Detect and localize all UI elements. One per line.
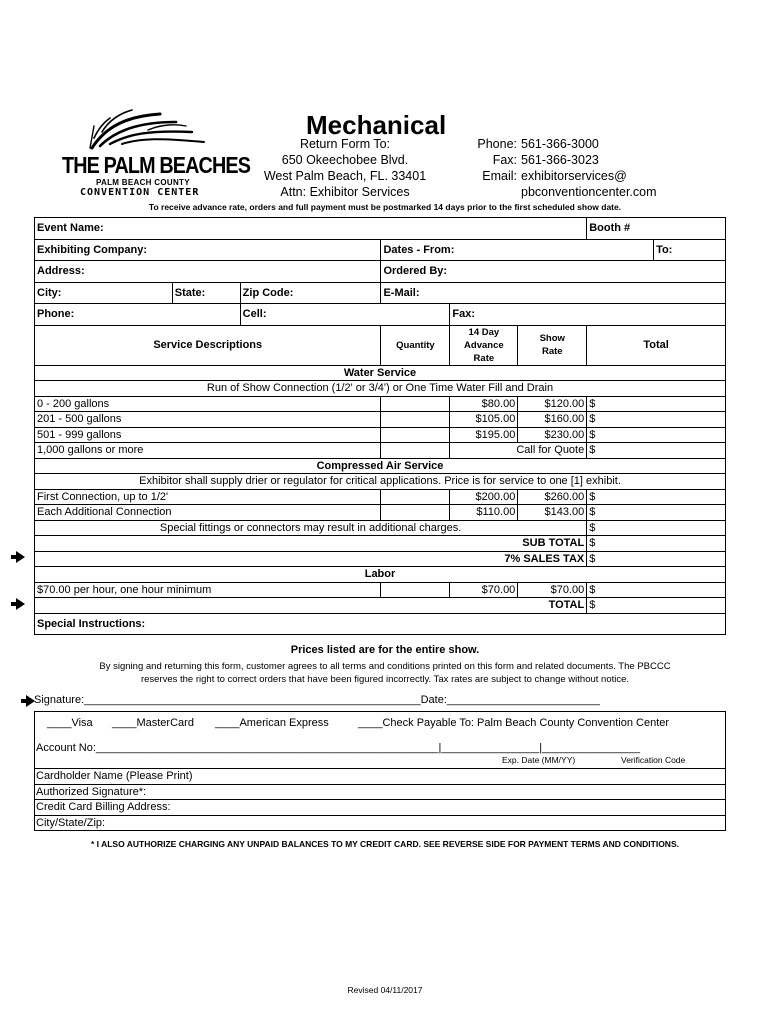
order-form-table	[34, 217, 726, 635]
return-address	[250, 136, 440, 200]
palm-fronds-logo-graphic	[88, 108, 208, 152]
quantity-input[interactable]	[381, 396, 450, 412]
show-rate: $260.00	[518, 489, 587, 505]
service-desc: First Connection, up to 1/2'	[35, 489, 381, 505]
labor-title: Labor	[35, 567, 726, 583]
grand-total-label: TOTAL	[35, 598, 587, 614]
row-total[interactable]: $	[587, 443, 726, 459]
total-header: Total	[587, 325, 726, 365]
advance-rate-line: Rate	[473, 352, 495, 364]
show-rate-header	[518, 325, 587, 365]
dates-to-field[interactable]: To:	[654, 239, 726, 261]
service-desc: 201 - 500 gallons	[35, 412, 381, 428]
show-rate: $143.00	[518, 505, 587, 521]
amex-option[interactable]: ____American Express	[215, 717, 329, 729]
advance-rate: $200.00	[450, 489, 518, 505]
quantity-input[interactable]	[381, 489, 450, 505]
quantity-input[interactable]	[381, 412, 450, 428]
service-desc: 1,000 gallons or more	[35, 443, 381, 459]
row-total[interactable]: $	[587, 489, 726, 505]
event-name-field[interactable]: Event Name:	[35, 218, 587, 240]
convention-center-logo	[58, 108, 251, 200]
check-option[interactable]: ____Check Payable To: Palm Beach County Convention Center	[358, 717, 670, 729]
call-for-quote: Call for Quote	[450, 443, 587, 459]
row-total[interactable]: $	[587, 520, 726, 536]
advance-rate: $195.00	[450, 427, 518, 443]
booth-field[interactable]: Booth #	[587, 218, 726, 240]
address-field[interactable]: Address:	[35, 261, 381, 283]
advance-rate-header	[450, 325, 518, 365]
show-rate: $160.00	[518, 412, 587, 428]
show-rate-line: Show	[539, 333, 565, 344]
phone-label: Phone:	[477, 137, 517, 151]
service-desc: 0 - 200 gallons	[35, 396, 381, 412]
grand-total-value[interactable]: $	[587, 598, 726, 614]
contact-values	[521, 136, 657, 200]
advance-rate-line: Advance	[464, 339, 504, 351]
email-value: exhibitorservices@	[521, 169, 627, 183]
advance-rate-notice: To receive advance rate, orders and full payment must be postmarked 14 days prior to the first scheduled show date.	[148, 202, 622, 212]
quantity-input[interactable]	[381, 505, 450, 521]
cardholder-name-field[interactable]: Cardholder Name (Please Print)	[35, 768, 725, 784]
sales-tax-label: 7% SALES TAX	[35, 551, 587, 567]
row-total[interactable]: $	[587, 427, 726, 443]
advance-rate: $105.00	[450, 412, 518, 428]
air-service-subtitle: Exhibitor shall supply drier or regulator for critical applications. Price is for service to one [1] exhibit.	[35, 474, 726, 490]
authorize-charges-note: * I ALSO AUTHORIZE CHARGING ANY UNPAID BALANCES TO MY CREDIT CARD. SEE REVERSE SIDE FOR PAYMENT TERMS AND CONDITIONS.	[91, 839, 679, 849]
form-title: Mechanical	[306, 110, 447, 140]
fax-value: 561-366-3023	[521, 153, 599, 167]
dates-from-field[interactable]: Dates - From:	[381, 239, 654, 261]
table-row	[35, 427, 726, 443]
exhibiting-company-field[interactable]: Exhibiting Company:	[35, 239, 381, 261]
phone-value: 561-366-3000	[521, 137, 599, 151]
row-total[interactable]: $	[587, 582, 726, 598]
verification-code-label: Verification Code	[621, 755, 686, 765]
city-state-zip-field[interactable]: City/State/Zip:	[35, 815, 725, 831]
table-row	[35, 505, 726, 521]
contact-labels	[440, 136, 517, 184]
cell-field[interactable]: Cell:	[240, 304, 450, 326]
subtotal-value[interactable]: $	[587, 536, 726, 552]
arrow-icon	[16, 598, 25, 610]
special-fittings-note: Special fittings or connectors may result in additional charges.	[35, 520, 587, 536]
billing-address-field[interactable]: Credit Card Billing Address:	[35, 799, 725, 815]
advance-rate: $70.00	[450, 582, 518, 598]
service-descriptions-header: Service Descriptions	[35, 325, 381, 365]
advance-rate: $110.00	[450, 505, 518, 521]
zip-code-field[interactable]: Zip Code:	[240, 282, 381, 304]
ordered-by-field[interactable]: Ordered By:	[381, 261, 726, 283]
row-total[interactable]: $	[587, 396, 726, 412]
terms-line: By signing and returning this form, customer agrees to all terms and conditions printed on this form and related documents. The PBCCC	[99, 661, 671, 672]
advance-rate-line: 14 Day	[468, 326, 500, 338]
special-instructions-field[interactable]: Special Instructions:	[35, 613, 726, 635]
quantity-input[interactable]	[381, 582, 450, 598]
table-row	[35, 396, 726, 412]
email-value-domain: pbconventioncenter.com	[521, 185, 657, 199]
logo-line-1: THE PALM BEACHES	[62, 152, 251, 178]
advance-rate: $80.00	[450, 396, 518, 412]
authorized-signature-field[interactable]: Authorized Signature*:	[35, 784, 725, 800]
quantity-header: Quantity	[381, 325, 450, 365]
prices-note: Prices listed are for the entire show.	[290, 644, 480, 656]
row-total[interactable]: $	[587, 412, 726, 428]
mastercard-option[interactable]: ____MasterCard	[112, 717, 194, 729]
service-desc: $70.00 per hour, one hour minimum	[35, 582, 381, 598]
visa-option[interactable]: ____Visa	[47, 717, 93, 729]
show-rate: $120.00	[518, 396, 587, 412]
payment-method-section	[35, 712, 725, 768]
show-rate: $70.00	[518, 582, 587, 598]
show-rate-line: Rate	[541, 346, 563, 357]
payment-box	[34, 711, 726, 831]
return-line: 650 Okeechobee Blvd.	[281, 153, 409, 167]
row-total[interactable]: $	[587, 505, 726, 521]
state-field[interactable]: State:	[172, 282, 240, 304]
water-service-subtitle: Run of Show Connection (1/2' or 3/4') or One Time Water Fill and Drain	[35, 381, 726, 397]
fax-label: Fax:	[492, 153, 517, 167]
arrow-icon	[16, 551, 25, 563]
return-line: Return Form To:	[299, 137, 391, 151]
logo-line-2: PALM BEACH COUNTY	[96, 178, 190, 187]
show-rate: $230.00	[518, 427, 587, 443]
table-row	[35, 412, 726, 428]
return-line: Attn: Exhibitor Services	[280, 185, 410, 199]
service-desc: Each Additional Connection	[35, 505, 381, 521]
table-row	[35, 443, 726, 459]
email-field[interactable]: E-Mail:	[381, 282, 726, 304]
water-service-title: Water Service	[35, 365, 726, 381]
signature-date-line[interactable]: Signature:_______________________________________________________Date:_________________________	[34, 694, 600, 706]
quantity-input[interactable]	[381, 443, 450, 459]
return-line: West Palm Beach, FL. 33401	[263, 169, 427, 183]
revised-date: Revised 04/11/2017	[347, 985, 423, 995]
table-row	[35, 489, 726, 505]
fax-field[interactable]: Fax:	[450, 304, 726, 326]
email-label: Email:	[482, 169, 517, 183]
air-service-title: Compressed Air Service	[35, 458, 726, 474]
city-field[interactable]: City:	[35, 282, 173, 304]
account-number-field[interactable]: Account No:________________________________________________________|________________|________________	[36, 742, 640, 754]
subtotal-label: SUB TOTAL	[35, 536, 587, 552]
table-row	[35, 582, 726, 598]
phone-field[interactable]: Phone:	[35, 304, 241, 326]
logo-line-3: CONVENTION CENTER	[80, 187, 200, 198]
sales-tax-value[interactable]: $	[587, 551, 726, 567]
terms-line: reserves the right to correct orders that have been figured incorrectly. Tax rates are subject to change without notice.	[140, 674, 630, 685]
quantity-input[interactable]	[381, 427, 450, 443]
service-desc: 501 - 999 gallons	[35, 427, 381, 443]
exp-date-label: Exp. Date (MM/YY)	[502, 755, 576, 765]
terms-text	[30, 660, 740, 686]
